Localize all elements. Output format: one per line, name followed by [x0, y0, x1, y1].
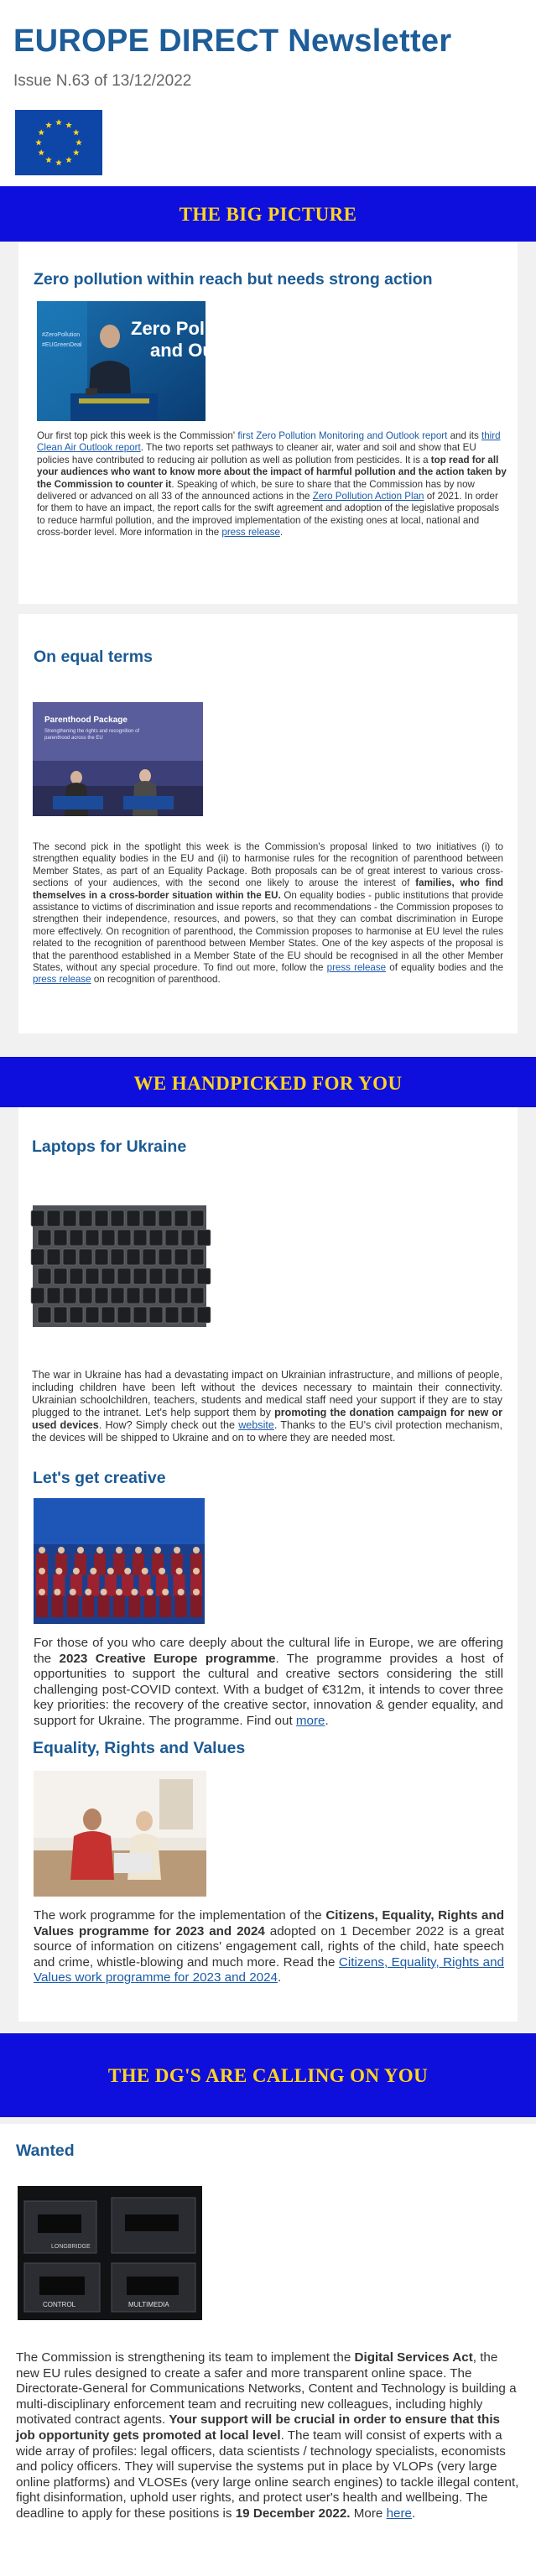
- keyboard-key: [70, 1268, 83, 1284]
- keyboard-key: [38, 1230, 51, 1246]
- photo-text-and-outlook: and Ou: [150, 340, 214, 361]
- article-card-zero-pollution: [18, 242, 518, 604]
- keyboard-key: [31, 1210, 44, 1226]
- choir-member-robe: [175, 1595, 187, 1617]
- choir-member-robe: [82, 1595, 94, 1617]
- keyboard-key: [79, 1210, 92, 1226]
- keyboard-key: [70, 1307, 83, 1323]
- article-heading-creative: Let's get creative: [33, 1469, 166, 1487]
- article-body-wanted: The Commission is strengthening its team to implement the Digital Services Act, the new EU rules designed to create a safer and more transparent online space. The Directorate-General for Communications Networks, Content and Technology is building a multi-disciplinary enforcement team and recruiting new colleagues, including highly motivated contract agents. Your support will be crucial in order to ensure that this job opportunity gets promoted at local level. The team will consist of experts with a wide array of profiles: legal officers, data scientists / technology specialists, economists and policy officers. They will supervise the systems put in place by VLOPs (very large online platforms) and VLOSEs (very large online search engines) to tackle illegal content, fight disinformation, uphold user rights, and protect user's health and wellbeing. The deadline to apply for these positions is 19 December 2022. More here.: [16, 2350, 519, 2521]
- handpicked-section: [0, 1107, 536, 2124]
- choir-member-head: [55, 1568, 62, 1574]
- keyboard-key: [197, 1230, 211, 1246]
- link-zero-pollution-report[interactable]: first Zero Pollution Monitoring and Outlook report: [237, 430, 448, 441]
- choir-member-head: [162, 1589, 169, 1595]
- article-heading-wanted: Wanted: [16, 2141, 75, 2160]
- keyboard-key: [101, 1230, 115, 1246]
- choir-member-head: [154, 1547, 161, 1553]
- choir-member-head: [70, 1589, 76, 1595]
- keyboard-key: [181, 1268, 195, 1284]
- keyboard-key: [117, 1307, 131, 1323]
- wanted-connectors-photo: [18, 2186, 202, 2320]
- keyboard-key: [38, 1307, 51, 1323]
- keyboard-key: [174, 1288, 188, 1304]
- issue-info: Issue N.63 of 13/12/2022: [13, 72, 192, 90]
- equal-terms-photo: [33, 702, 203, 816]
- choir-member-head: [101, 1589, 107, 1595]
- link-press-release-equality-bodies[interactable]: press release: [326, 962, 387, 974]
- keyboard-key: [165, 1230, 179, 1246]
- section-band-handpicked: [0, 1057, 536, 1107]
- photo-hashtag: #ZeroPollution: [42, 332, 81, 338]
- choir-member-head: [124, 1568, 131, 1574]
- keyboard-key: [149, 1230, 163, 1246]
- choir-member-head: [39, 1547, 45, 1553]
- keyboard-key: [174, 1249, 188, 1265]
- photo-label-longbridge: LONGBRIDGE: [51, 2244, 91, 2250]
- creative-europe-photo: [34, 1498, 205, 1624]
- keyboard-key: [127, 1249, 140, 1265]
- keyboard-key: [79, 1288, 92, 1304]
- keyboard-key: [111, 1249, 124, 1265]
- laptop-keyboard-photo: [33, 1205, 206, 1327]
- section-band-big-picture: [0, 186, 536, 242]
- article-body-zero-pollution: Our first top pick this week is the Commission' first Zero Pollution Monitoring and Outlook report and its third Clean Air Outlook report. The two reports set pathways to cleaner air, water and soil and show that EU policies have contributed to reducing air pollution as well as pollution from pesticides. It is a top read for all your audiences who want to know more about the impact of harmful pollution and the action taken by the Commission to counter it. Speaking of which, be sure to share that the Commission has by now delivered or advanced on all 33 of the announced actions in the Zero Pollution Action Plan of 2021. In order for them to have an impact, the report calls for the swift agreement and adoption of the legislative proposals to reduce harmful pollution, and the improved implementation of the existing ones at local, national and cross-border level. More information in the press release.: [37, 430, 507, 539]
- keyboard-key: [31, 1288, 44, 1304]
- keyboard-key: [133, 1307, 147, 1323]
- choir-member-head: [116, 1589, 122, 1595]
- keyboard-key: [159, 1210, 172, 1226]
- link-press-release-zero-pollution[interactable]: press release: [221, 527, 280, 539]
- newsletter-header: [0, 0, 536, 186]
- article-heading-equal-terms: On equal terms: [34, 648, 153, 666]
- keyboard-key: [165, 1307, 179, 1323]
- article-card-equal-terms: [18, 614, 518, 1033]
- photo-text-zero-pollution: Zero Pollution: [131, 318, 255, 339]
- choir-member-head: [39, 1589, 45, 1595]
- choir-member-head: [193, 1547, 200, 1553]
- link-clean-air-outlook[interactable]: third Clean Air Outlook report: [37, 430, 501, 454]
- keyboard-key: [111, 1210, 124, 1226]
- keyboard-key: [181, 1230, 195, 1246]
- keyboard-key: [86, 1307, 99, 1323]
- choir-member-head: [73, 1568, 80, 1574]
- keyboard-key: [117, 1268, 131, 1284]
- choir-member-robe: [159, 1595, 171, 1617]
- keyboard-key: [111, 1288, 124, 1304]
- article-body-cerv: The work programme for the implementation of the Citizens, Equality, Rights and Values programme for 2023 and 2024 adopted on 1 December 2022 is a great source of information on citizens' engagement call, rights of the child, hate speech and crime, whistle-blowing and much more. Read the Citizens, Equality, Rights and Values work programme for 2023 and 2024.: [34, 1908, 504, 1985]
- wanted-section: [0, 2124, 536, 2576]
- choir-member-robe: [144, 1595, 156, 1617]
- eu-flag-logo: [15, 110, 102, 175]
- choir-member-robe: [113, 1553, 125, 1575]
- section-band-dgs-calling: [0, 2033, 536, 2117]
- choir-member-head: [174, 1547, 180, 1553]
- band-title-handpicked: WE HANDPICKED FOR YOU: [133, 1073, 403, 1094]
- keyboard-key: [159, 1249, 172, 1265]
- keyboard-key: [174, 1210, 188, 1226]
- choir-member-head: [159, 1568, 165, 1574]
- photo-caption-line-3: parenthood across the EU: [44, 736, 103, 741]
- choir-member-head: [178, 1589, 185, 1595]
- keyboard-key: [190, 1249, 204, 1265]
- keyboard-key: [197, 1307, 211, 1323]
- keyboard-key: [159, 1288, 172, 1304]
- choir-member-head: [142, 1568, 148, 1574]
- keyboard-key: [190, 1288, 204, 1304]
- choir-member-head: [193, 1568, 200, 1574]
- keyboard-key: [79, 1249, 92, 1265]
- keyboard-key: [143, 1210, 156, 1226]
- choir-member-robe: [98, 1595, 110, 1617]
- choir-member-head: [193, 1589, 200, 1595]
- article-heading-laptops-ukraine: Laptops for Ukraine: [32, 1137, 187, 1156]
- keyboard-key: [101, 1268, 115, 1284]
- article-heading-cerv: Equality, Rights and Values: [33, 1739, 246, 1757]
- cerv-photo: [34, 1771, 206, 1897]
- link-donation-website[interactable]: website: [238, 1419, 274, 1431]
- choir-member-robe: [190, 1595, 202, 1617]
- keyboard-key: [86, 1230, 99, 1246]
- keyboard-key: [70, 1230, 83, 1246]
- article-body-equal-terms: The second pick in the spotlight this week is the Commission's proposal linked to two initiatives (i) to strengthen equality bodies in the EU and (ii) to harmonise rules for the recognition of parenthood between Member States, as part of an Equality Package. Both proposals can be of great interest to various cross-sections of your audiences, with the second one likely to arouse the interest of families, who find themselves in a cross-border situation within the EU. On equality bodies - public institutions that provide assistance to victims of discrimination and issue reports and recommendations - the Commission proposes to strengthen their independence, resources, and powers, so that they can combat discrimination in Europe more effectively. On recognition of parenthood, the Commission proposes to harmonise at EU level the rules related to the recognition of parenthood between Member States. One of the key aspects of the proposal is that the parenthood established in a Member State of the EU should be recognised in all the other Member States, without any special procedure. To find out more, follow the press release of equality bodies and the press release on recognition of parenthood.: [33, 841, 503, 986]
- keyboard-key: [95, 1210, 108, 1226]
- keyboard-key: [47, 1210, 60, 1226]
- keyboard-key: [63, 1249, 76, 1265]
- keyboard-key: [86, 1268, 99, 1284]
- photo-caption-parenthood: Parenthood Package: [44, 716, 127, 725]
- handpicked-card: [18, 1107, 518, 2022]
- newsletter-title: EUROPE DIRECT Newsletter: [13, 23, 452, 59]
- keyboard-key: [197, 1268, 211, 1284]
- choir-member-head: [58, 1547, 65, 1553]
- keyboard-key: [143, 1249, 156, 1265]
- keyboard-key: [47, 1288, 60, 1304]
- keyboard-key: [54, 1307, 67, 1323]
- link-press-release-parenthood[interactable]: press release: [33, 974, 91, 986]
- choir-member-robe: [113, 1595, 125, 1617]
- keyboard-key: [133, 1230, 147, 1246]
- keyboard-key: [54, 1230, 67, 1246]
- choir-member-head: [116, 1547, 122, 1553]
- link-zero-pollution-action-plan[interactable]: Zero Pollution Action Plan: [312, 491, 424, 502]
- choir-member-robe: [36, 1595, 48, 1617]
- choir-member-head: [39, 1568, 45, 1574]
- choir-member-head: [85, 1589, 91, 1595]
- choir-member-robe: [128, 1595, 140, 1617]
- keyboard-key: [133, 1268, 147, 1284]
- keyboard-key: [95, 1249, 108, 1265]
- photo-hashtag-2: #EUGreenDeal: [42, 342, 82, 348]
- keyboard-key: [165, 1268, 179, 1284]
- article-body-laptops-ukraine: The war in Ukraine has had a devastating impact on Ukrainian infrastructure, and millions of people, including children have been left without the devices necessary to maintain their connectivity. Ukrainian schoolchildren, teachers, students and medical staff need your support if they are to stay plugged to the intranet. Let's help support them by promoting the donation campaign for new or used devices. How? Simply check out the website. Thanks to the EU's civil protection mechanism, the devices will be shipped to Ukraine and on to where they are needed most.: [32, 1369, 503, 1444]
- choir-member-robe: [51, 1595, 63, 1617]
- keyboard-key: [190, 1210, 204, 1226]
- choir-member-head: [147, 1589, 154, 1595]
- choir-member-head: [176, 1568, 183, 1574]
- keyboard-key: [54, 1268, 67, 1284]
- choir-member-head: [135, 1547, 142, 1553]
- photo-label-multimedia: MULTIMEDIA: [128, 2301, 169, 2308]
- choir-member-head: [96, 1547, 103, 1553]
- keyboard-key: [63, 1288, 76, 1304]
- keyboard-key: [95, 1288, 108, 1304]
- keyboard-key: [127, 1288, 140, 1304]
- keyboard-key: [181, 1307, 195, 1323]
- article-heading-zero-pollution: Zero pollution within reach but needs strong action: [34, 270, 433, 289]
- keyboard-key: [38, 1268, 51, 1284]
- keyboard-key: [149, 1268, 163, 1284]
- zero-pollution-photo: [37, 301, 255, 421]
- choir-member-head: [107, 1568, 114, 1574]
- keyboard-key: [127, 1210, 140, 1226]
- keyboard-key: [143, 1288, 156, 1304]
- choir-member-robe: [67, 1595, 79, 1617]
- band-title-big-picture: THE BIG PICTURE: [179, 204, 357, 225]
- band-title-dgs-calling: THE DG'S ARE CALLING ON YOU: [107, 2065, 429, 2086]
- link-wanted-more-here[interactable]: here: [386, 2506, 412, 2521]
- big-picture-section: [0, 242, 536, 1057]
- choir-member-head: [54, 1589, 60, 1595]
- keyboard-key: [63, 1210, 76, 1226]
- keyboard-key: [31, 1249, 44, 1265]
- keyboard-key: [149, 1307, 163, 1323]
- keyboard-key: [47, 1249, 60, 1265]
- keyboard-key: [101, 1307, 115, 1323]
- link-cerv-work-programme[interactable]: Citizens, Equality, Rights and Values work programme for 2023 and 2024: [34, 1954, 504, 1985]
- choir-member-head: [77, 1547, 84, 1553]
- choir-member-head: [131, 1589, 138, 1595]
- keyboard-key: [117, 1230, 131, 1246]
- photo-label-control: CONTROL: [43, 2301, 76, 2308]
- article-body-creative: For those of you who care deeply about the cultural life in Europe, we are offering the 2023 Creative Europe programme. The programme provides a host of opportunities to support the cultural and creative sectors considering the still challenging post-COVID context. With a budget of €312m, it intends to cover three key priorities: the recovery of the creative sector, innovation & gender equality, and support for Ukraine. The programme. Find out more.: [34, 1636, 503, 1728]
- choir-member-head: [90, 1568, 96, 1574]
- photo-caption-line-2: Strengthening the rights and recognition of: [44, 729, 140, 734]
- link-creative-europe-more[interactable]: more: [295, 1713, 325, 1728]
